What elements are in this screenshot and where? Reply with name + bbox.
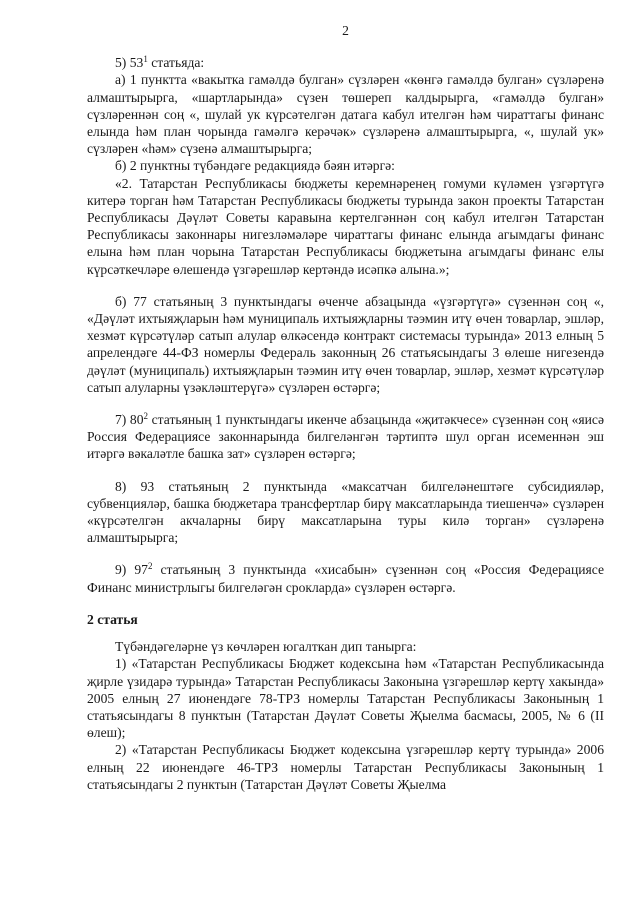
item-7-sup: 2 bbox=[143, 411, 149, 422]
item-5-title-post: статьяда: bbox=[147, 55, 205, 71]
item-7-post: статьяның 1 пунктындагы икенче абзацында «җитәкчесе» сүзеннән соң «яисә Россия Федерациясе законнарында билгеләнгән тәртиптә шул орган исеменнән эш итәргә вәкаләтле башка зат» сүзләрен өстәргә; bbox=[87, 412, 604, 462]
item-9-sup: 2 bbox=[147, 561, 153, 572]
item-5-title-sup: 1 bbox=[143, 54, 148, 65]
item-7 bbox=[87, 411, 604, 463]
item-5-a: а) 1 пунктта «вакытка гамәлдә булган» сүзләрен «көнгә гамәлдә булган» сүзләренә алмаштырырга, «шартларында» сүзен төшереп калдырырга, «гамәлдә булган» сүзләреннән соң «, шулай ук күрсәтелгән датага кабул ителгән һәм чираттагы финанс елында һәм план чорында гамәлгә керәчәк» сүзләренә алмаштырырга, «, шулай ук» сүзләрен «һәм» сүзенә алмаштырырга; bbox=[87, 72, 604, 157]
item-5-quote: «2. Татарстан Республикасы бюджеты керемнәренең гомуми күләмен үзгәртүгә китерә торган һәм Татарстан Республикасы бюджеты турында закон проекты Татарстан Республикасы Дәүләт Советы каравына кертелгәннән соң кабул ителгән Татарстан Республикасы законнары нигезләмәләре чираттагы финанс елында агымдагы финанс елына һәм план чорына Татарстан Республикасы бюджетына агымдагы финанс елы күрсәткечләре өлешендә үзгәрешләр кертәндә исәпкә алына.»; bbox=[87, 175, 604, 277]
article-2-point-2: 2) «Татарстан Республикасы Бюджет кодексына үзгәрешләр кертү турында» 2006 елның 22 июнендәге 46-ТРЗ номерлы Татарстан Республикасы Законының 1 статьясындагы 2 пунктын (Татарстан Дәүләт Советы Җыелма bbox=[87, 742, 604, 792]
item-9-pre: 9) 97 bbox=[115, 562, 148, 578]
item-9 bbox=[87, 561, 604, 595]
article-2-intro: Түбәндәгеләрне үз көчләрен югалткан дип танырга: bbox=[115, 639, 417, 655]
item-9-post: статьяның 3 пунктында «хисабын» сүзеннән соң «Россия Федерациясе Финанс министрлыгы билгеләгән срокларда» сүзләрен өстәргә. bbox=[87, 562, 604, 595]
item-5-title-pre: 5) 53 bbox=[115, 55, 144, 71]
article-2-heading: 2 статья bbox=[87, 611, 138, 627]
item-5-b: б) 2 пунктны түбәндәге редакциядә бәян итәргә: bbox=[115, 158, 395, 174]
item-7-pre: 7) 80 bbox=[115, 412, 144, 428]
article-2-point-1: 1) «Татарстан Республикасы Бюджет кодексына һәм «Татарстан Республикасында җирле үзидарә турында» Татарстан Республикасы Законына үзгәрешләр кертү хакында» 2005 елның 27 июнендәге 78-ТРЗ номерлы Татарстан Республикасы Законының 1 статьясындагы 8 пунктын (Татарстан Дәүләт Советы Җыелма басмасы, 2005, № 6 (II өлеш); bbox=[87, 656, 604, 741]
page-number: 2 bbox=[342, 23, 349, 38]
item-5-title bbox=[87, 54, 604, 71]
item-6: б) 77 статьяның 3 пунктындагы өченче абзацында «үзгәртүгә» сүзеннән соң «, «Дәүләт ихтыяҗларын һәм муниципаль ихтыяҗларны тәэмин итү өчен товарлар, эшләр, хезмәт күрсәтүләр сатып алулар өлкәсендә контракт системасы турында» 2013 елның 5 апрелендәге 44-ФЗ номерлы Федераль законның 26 статьясындагы 3 өлеше нигезендә дәүләт (муниципаль) ихтыяҗларын тәэмин итү өчен товарлар, эшләр, хезмәт күрсәтүләр сатып алуларны үзәкләштерүгә» сүзләрен өстәргә; bbox=[87, 293, 604, 395]
item-8: 8) 93 статьяның 2 пунктында «максатчан билгеләнештәге субсидияләр, субвенцияләр, башка бюджетара трансфертлар бирү максатларында тиешенчә» сүзләрен «күрсәтелгән акчаларны бирү максатларына туры килә торган» сүзләренә алмаштырырга; bbox=[87, 478, 604, 546]
